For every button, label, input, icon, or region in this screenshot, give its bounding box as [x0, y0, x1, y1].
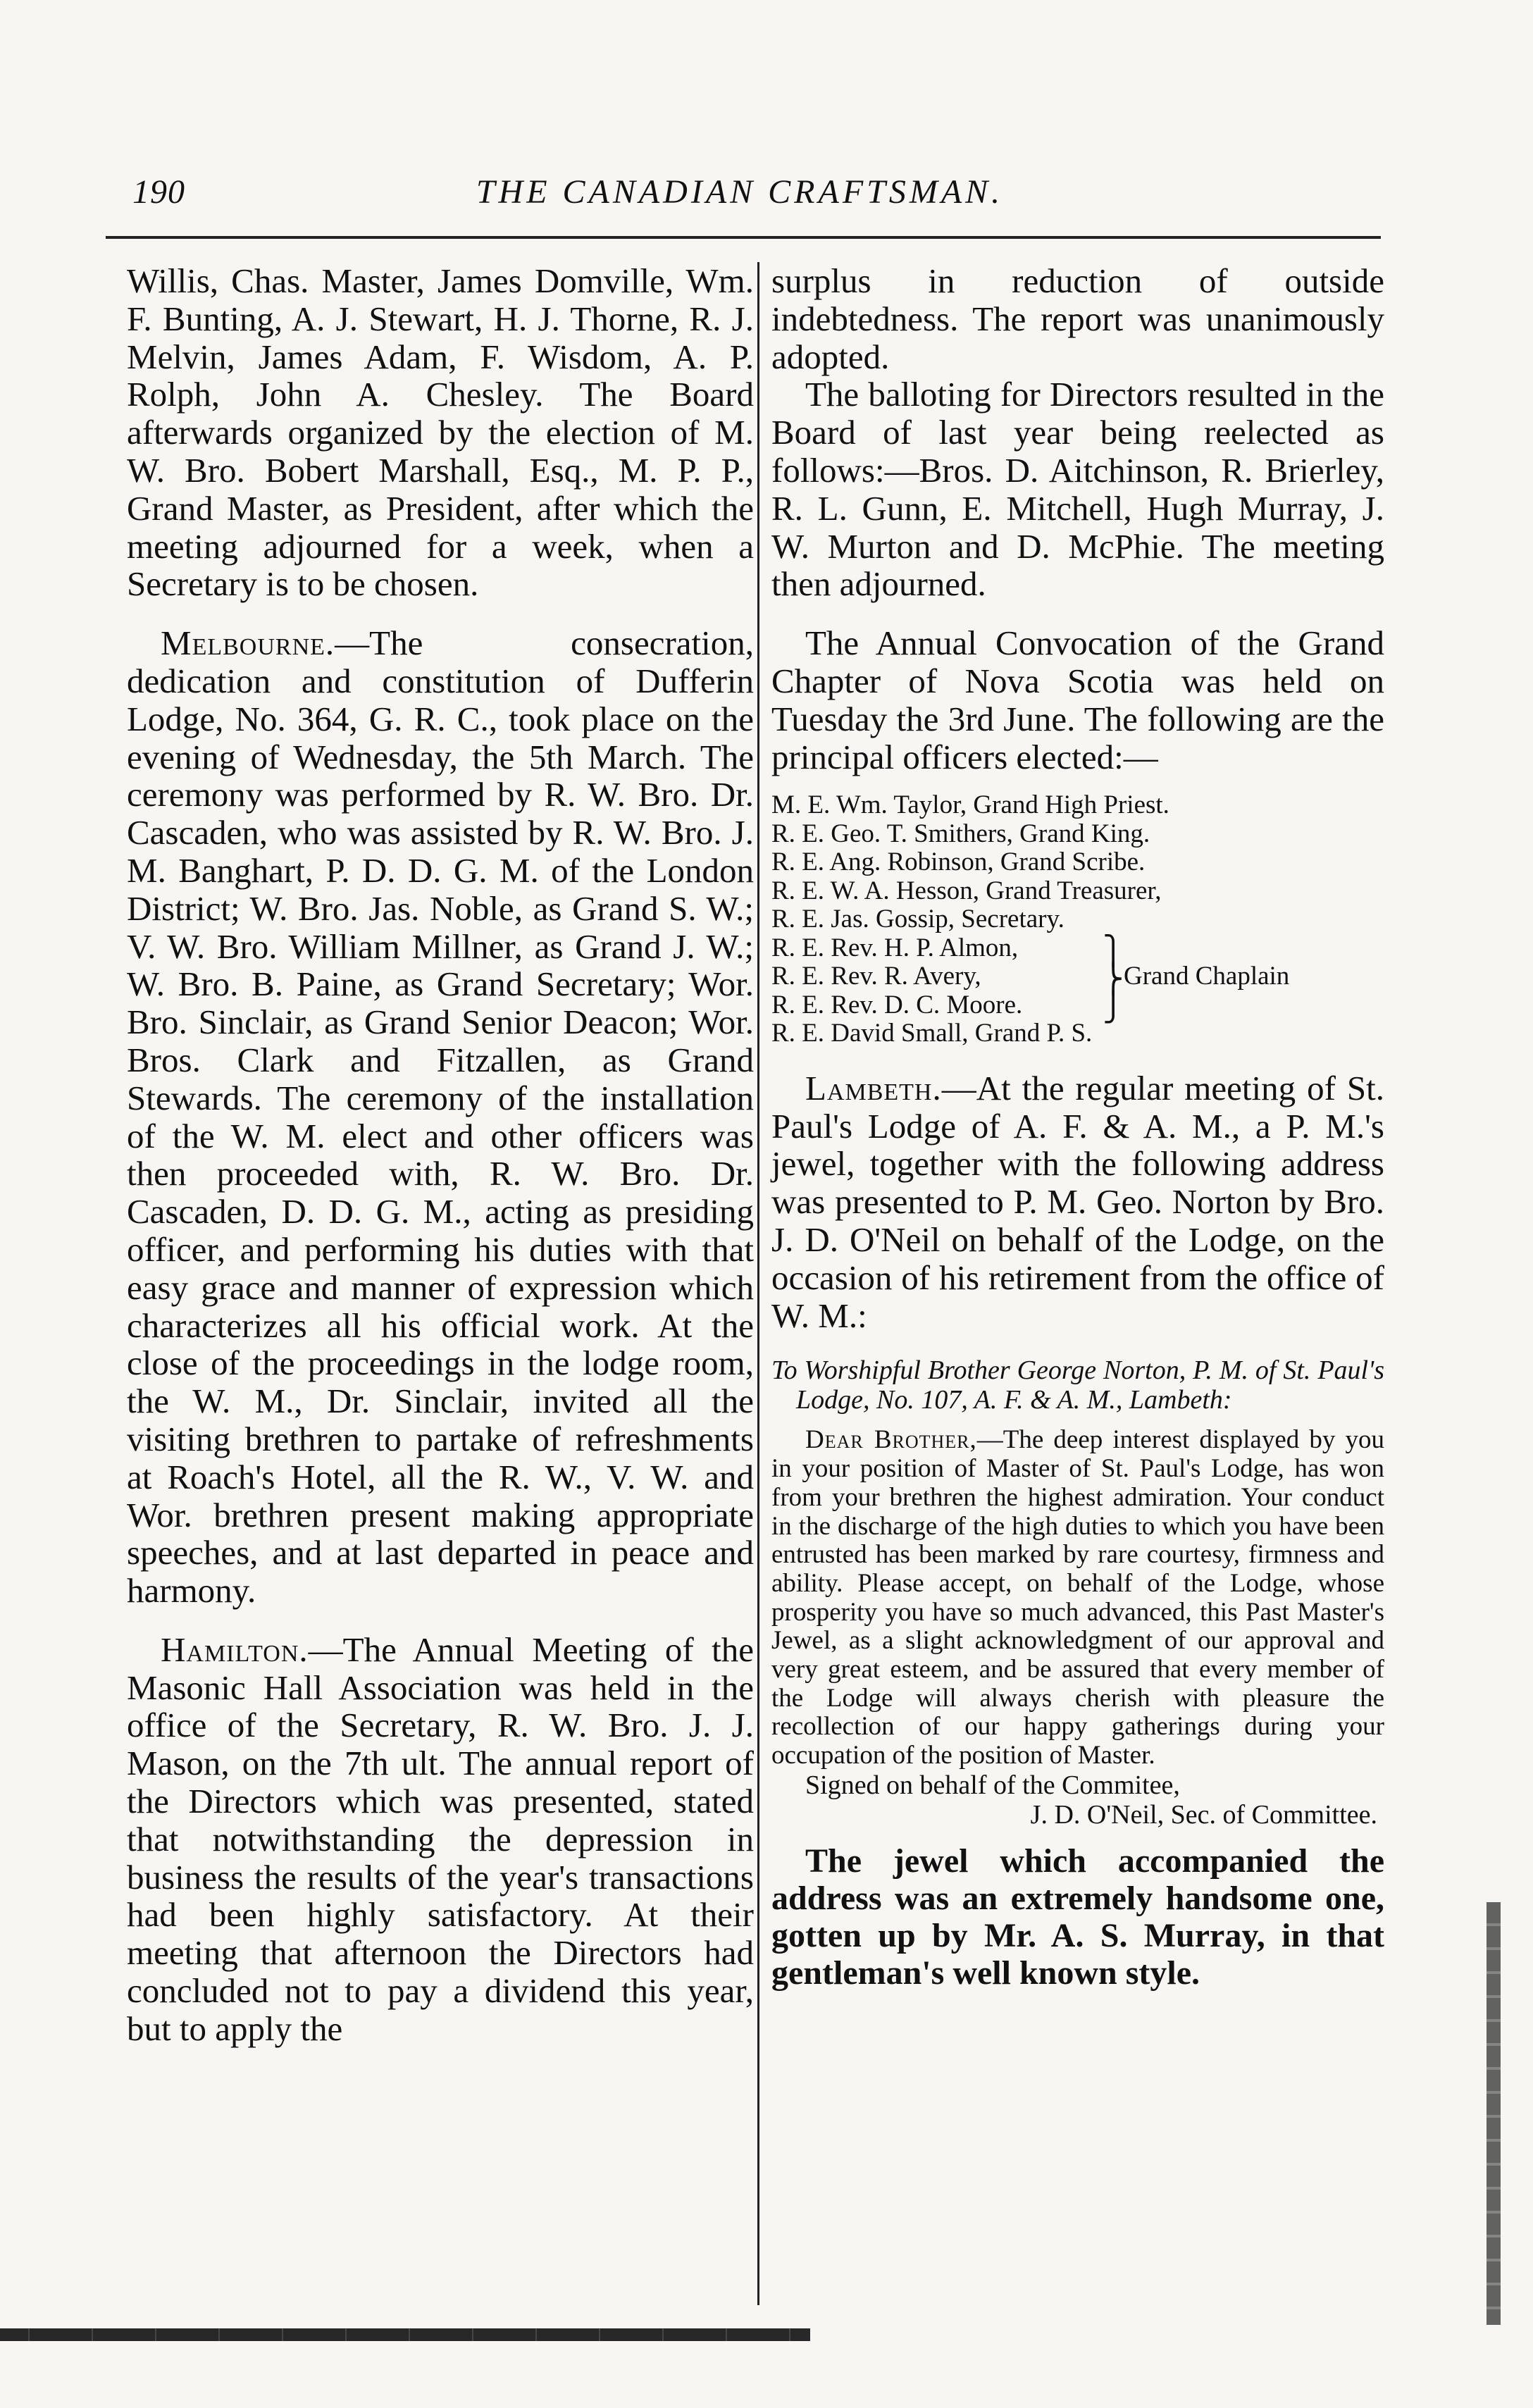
hamilton-lead: Hamilton.: [161, 1630, 309, 1669]
melbourne-lead: Melbourne.: [161, 623, 335, 663]
balloting-paragraph: The balloting for Directors resulted in the Board of last year being reelected as follows:—Bros. D. Aitchinson, R. Brierley, R. L. Gunn, E. Mitchell, Hugh Murray, J. W. Murton and D. McPhie. The meeting then adjourned.: [771, 375, 1384, 604]
page-number: 190: [132, 173, 185, 211]
chaplain-title: Grand Chaplain: [1124, 961, 1290, 991]
right-column: [771, 262, 1384, 1992]
chaplain-group: [771, 933, 1384, 1023]
brace-glyph: ⎫ ⎬ ⎭: [1103, 934, 1124, 1023]
signoff: [771, 1770, 1384, 1830]
bottom-scan-edge: [0, 2328, 810, 2341]
convocation-paragraph: The Annual Convocation of the Grand Chapter of Nova Scotia was held on Tuesday the 3rd June. The following are the principal officers elected:—: [771, 623, 1384, 776]
officers-list: [771, 791, 1384, 1048]
left-column: [127, 262, 754, 2048]
officer-line: R. E. Ang. Robinson, Grand Scribe.: [771, 848, 1146, 877]
officer-line: M. E. Wm. Taylor, Grand High Priest.: [771, 790, 1169, 820]
column-divider: [757, 262, 759, 2305]
closing-paragraph: The jewel which accompanied the address was an extremely handsome one, gotten up by Mr. A. S. Murray, in that gentleman's well known style.: [771, 1842, 1384, 1992]
hamilton-paragraph: [127, 1631, 754, 2048]
signed-line: Signed on behalf of the Commitee,: [805, 1770, 1180, 1800]
officer-line: R. E. W. A. Hesson, Grand Treasurer,: [771, 876, 1162, 905]
officer-line: R. E. David Small, Grand P. S.: [771, 1019, 1093, 1048]
chaplain-line: R. E. Rev. D. C. Moore.: [771, 990, 1023, 1019]
address-letter: [771, 1426, 1384, 1770]
surplus-paragraph: surplus in reduction of outside indebtedness. The report was unanimously adopted.: [771, 261, 1384, 376]
letter-salutation: Dear Brother,: [805, 1425, 977, 1455]
officer-line: R. E. Geo. T. Smithers, Grand King.: [771, 819, 1150, 848]
board-paragraph: Willis, Chas. Master, James Domville, Wm. F. Bunting, A. J. Stewart, H. J. Thorne, R. J. Melvin, James Adam, F. Wisdom, A. P. Rolph, John A. Chesley. The Board afterwards organized by the election of M. W. Bro. Bobert Marshall, Esq., M. P. P., Grand Master, as President, after which the meeting adjourned for a week, when a Secretary is to be chosen.: [127, 261, 754, 604]
hamilton-text: —The Annual Meeting of the Masonic Hall Association was held in the office of the Secretary, R. W. Bro. J. J. Mason, on the 7th ult. The annual report of the Directors which was presented, stated that notwithstanding the depression in business the results of the year's transactions had been highly satisfactory. At their meeting that afternoon the Directors had concluded not to pay a dividend this year, but to apply the: [127, 1630, 754, 2048]
chaplain-line: R. E. Rev. R. Avery,: [771, 962, 981, 991]
lambeth-text: —At the regular meeting of St. Paul's Lodge of A. F. & A. M., a P. M.'s jewel, together with the following address was presented to P. M. Geo. Norton by Bro. J. D. O'Neil on behalf of the Lodge, on the occasion of his retirement from the office of W. M.:: [771, 1068, 1384, 1335]
lambeth-lead: Lambeth.: [805, 1068, 942, 1107]
page-header: [106, 173, 1374, 236]
melbourne-text: —The consecration, dedication and constitution of Dufferin Lodge, No. 364, G. R. C., took place on the evening of Wednesday, the 5th March. The ceremony was performed by R. W. Bro. Dr. Cascaden, who was assisted by R. W. Bro. J. M. Banghart, P. D. D. G. M. of the London District; W. Bro. Jas. Noble, as Grand S. W.; V. W. Bro. William Millner, as Grand J. W.; W. Bro. B. Paine, as Grand Secretary; Wor. Bro. Sinclair, as Grand Senior Deacon; Wor. Bros. Clark and Fitzallen, as Grand Stewards. The ceremony of the installation of the W. M. elect and other officers was then proceeded with, R. W. Bro. Dr. Cascaden, D. D. G. M., acting as presiding officer, and performing his duties with that easy grace and manner of expression which characterizes all his official work. At the close of the proceedings in the lodge room, the W. M., Dr. Sinclair, invited all the visiting brethren to partake of refreshments at Roach's Hotel, all the R. W., V. W. and Wor. brethren present making appropriate speeches, and at last departed in peace and harmony.: [127, 623, 754, 1610]
officer-line: R. E. Jas. Gossip, Secretary.: [771, 905, 1065, 934]
melbourne-paragraph: [127, 624, 754, 1610]
right-scan-edge: [1487, 1902, 1501, 2325]
running-title: THE CANADIAN CRAFTSMAN.: [476, 173, 1004, 211]
address-heading: To Worshipful Brother George Norton, P. M. of St. Paul's Lodge, No. 107, A. F. & A. M., Lambeth:: [771, 1355, 1384, 1415]
signature-line: J. D. O'Neil, Sec. of Committee.: [1030, 1799, 1377, 1830]
lambeth-paragraph: [771, 1069, 1384, 1335]
header-rule: [106, 236, 1381, 239]
letter-text: —The deep interest displayed by you in your position of Master of St. Paul's Lodge, has won from your brethren the highest admiration. Your conduct in the discharge of the high duties to which you have been entrusted has been marked by rare courtesy, firmness and ability. Please accept, on behalf of the Lodge, whose prosperity you have so much advanced, this Past Master's Jewel, as a slight acknowledgment of our approval and very great esteem, and be assured that every member of the Lodge will always cherish with pleasure the recollection of our happy gatherings during your occupation of the position of Master.: [771, 1425, 1384, 1770]
chaplain-line: R. E. Rev. H. P. Almon,: [771, 933, 1019, 962]
